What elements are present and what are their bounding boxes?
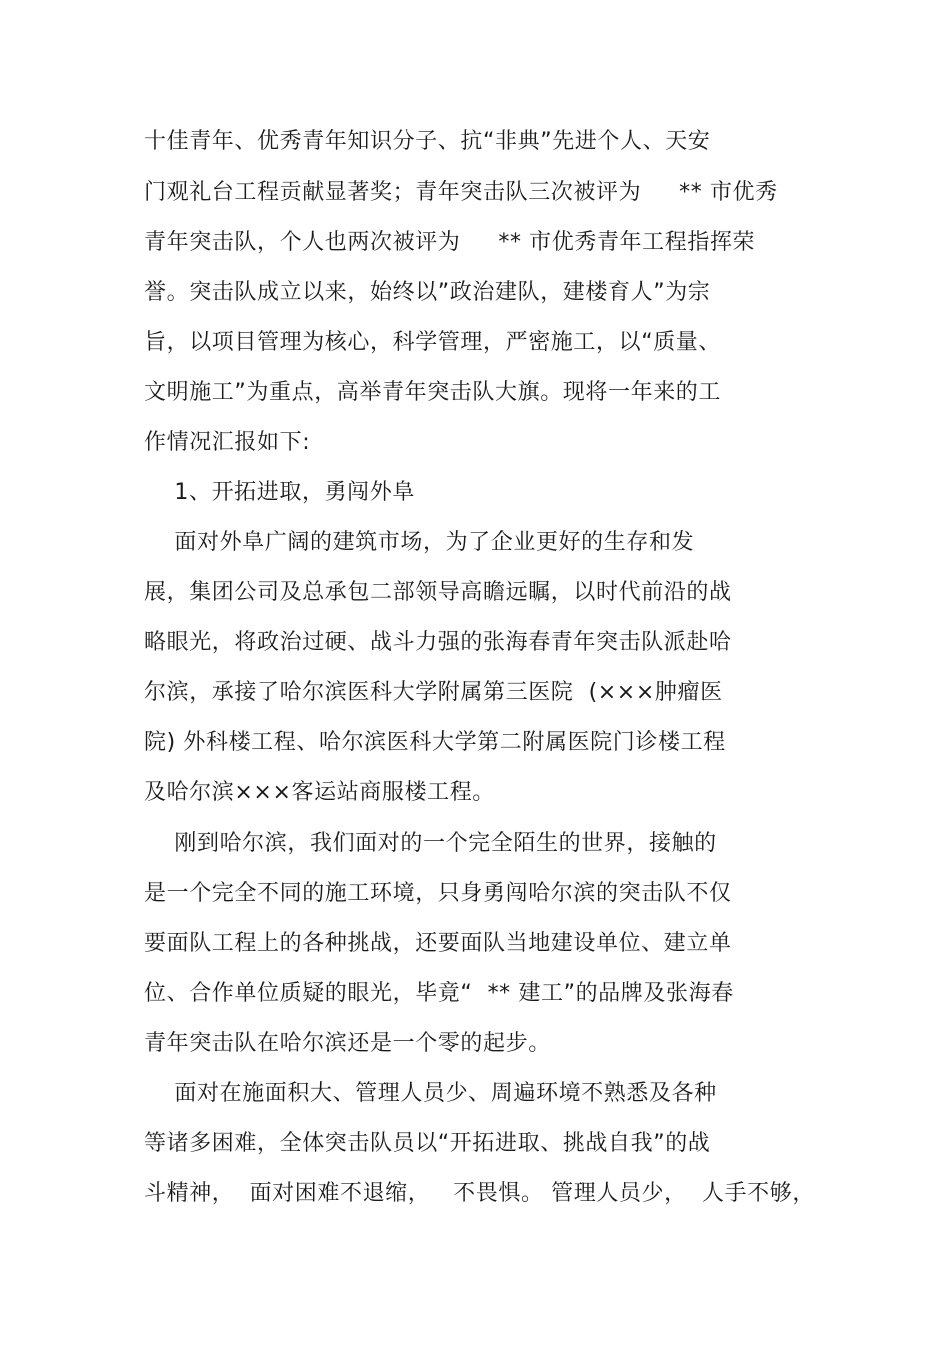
body-text-line: 院) 外科楼工程、哈尔滨医科大学第二附属医院门诊楼工程 xyxy=(144,730,726,755)
body-text-line: 尔滨，承接了哈尔滨医科大学附属第三医院 (×××肿瘤医 xyxy=(144,680,723,705)
body-text-line: 要面队工程上的各种挑战，还要面队当地建设单位、建立单 xyxy=(144,931,732,956)
body-text-line: 面对在施面积大、管理人员少、周遍环境不熟悉及各种 xyxy=(144,1081,717,1106)
body-text-line: 青年突击队，个人也两次被评为 ** 市优秀青年工程指挥荣 xyxy=(144,230,756,255)
body-text-line: 略眼光，将政治过硬、战斗力强的张海春青年突击队派赴哈 xyxy=(144,630,732,655)
body-text-line: 是一个完全不同的施工环境，只身勇闯哈尔滨的突击队不仅 xyxy=(144,881,732,906)
body-text-line: 面对外阜广阔的建筑市场，为了企业更好的生存和发 xyxy=(144,530,695,555)
body-text-line: 十佳青年、优秀青年知识分子、抗“非典”先进个人、天安 xyxy=(144,129,711,154)
section-heading: 1、开拓进取，勇闯外阜 xyxy=(144,480,415,505)
body-text-line: 及哈尔滨×××客运站商服楼工程。 xyxy=(144,780,495,805)
body-text-line: 刚到哈尔滨，我们面对的一个完全陌生的世界，接触的 xyxy=(144,831,717,856)
body-text-line: 青年突击队在哈尔滨还是一个零的起步。 xyxy=(144,1031,551,1056)
body-text-line: 作情况汇报如下: xyxy=(144,430,311,455)
body-text-line: 斗精神， 面对困难不退缩， 不畏惧。 管理人员少， 人手不够， xyxy=(144,1181,815,1206)
body-text-line: 等诸多困难，全体突击队员以“开拓进取、挑战自我”的战 xyxy=(144,1131,711,1156)
body-text-line: 位、合作单位质疑的眼光，毕竟“ ** 建工”的品牌及张海春 xyxy=(144,981,734,1006)
body-text-line: 展，集团公司及总承包二部领导高瞻远瞩，以时代前沿的战 xyxy=(144,580,732,605)
body-text-line: 门观礼台工程贡献显著奖；青年突击队三次被评为 ** 市优秀 xyxy=(144,180,778,205)
body-text-line: 誉。突击队成立以来，始终以”政治建队，建楼育人”为宗 xyxy=(144,280,711,305)
body-text-line: 文明施工”为重点，高举青年突击队大旗。现将一年来的工 xyxy=(144,380,721,405)
body-text-line: 旨，以项目管理为核心，科学管理，严密施工，以“质量、 xyxy=(144,330,721,355)
